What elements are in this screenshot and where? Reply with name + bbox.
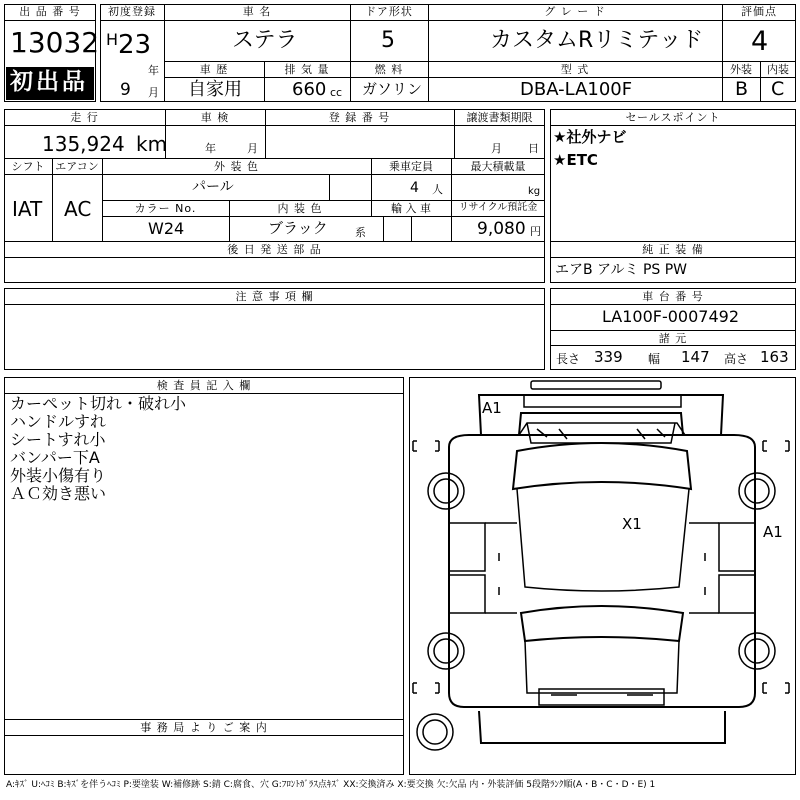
fuel-label: 燃 料 [374,63,404,76]
inspection-label: 車 検 [200,111,230,124]
car-diagram [409,377,796,775]
transfer-month-unit: 月 [491,142,502,155]
shift: IAT [12,197,43,221]
damage-mark-center: X1 [622,515,642,533]
width-label: 幅 [648,352,661,366]
lot-number-label: 出 品 番 号 [19,5,81,18]
reg-year: 23 [118,30,152,60]
ext-color: パール [192,179,234,195]
ac-label: エアコン [55,160,99,173]
lot-number: 13032 [10,26,100,59]
inspector-line-4: バンパー下A [10,448,100,467]
reg-number-label: 登 録 番 号 [328,111,391,124]
model-label: 型 式 [560,63,590,76]
interior-grade: C [771,78,785,100]
inspector-label: 検 査 員 記 入 欄 [156,379,252,392]
recycle-label: リサイクル預託金 [458,202,538,213]
inspector-line-6: ＡＣ効き悪い [10,484,107,503]
sales-point-2: ★ETC [553,151,598,169]
inspector-line-5: 外装小傷有り [10,466,107,485]
shift-label: シフト [11,160,45,173]
cc-unit: cc [330,86,343,99]
month-unit: 月 [148,86,159,99]
caution-label: 注 意 事 項 欄 [235,290,314,303]
displacement: 660 [292,79,327,100]
capacity-unit: 人 [432,183,443,196]
height-label: 高さ [724,352,749,366]
history: 自家用 [188,79,242,100]
color-no: W24 [148,219,185,238]
inspector-line-1: カーペット切れ・破れ小 [10,394,187,413]
int-color-unit: 系 [355,226,366,239]
color-no-label: カラー No. [134,202,197,215]
equipment-label: 純 正 装 備 [642,243,704,256]
sales-label: セールスポイント [625,111,721,124]
model: DBA-LA100F [520,79,633,100]
fuel: ガソリン [362,80,423,98]
displacement-label: 排 気 量 [284,63,330,76]
width: 147 [681,348,710,366]
chassis-label: 車 台 番 号 [642,290,704,303]
ext-color-label: 外 装 色 [214,160,259,173]
recycle-unit: 円 [530,225,541,238]
max-load-unit: kg [528,186,541,197]
ac: AC [64,197,92,221]
int-color-label: 内 装 色 [277,202,323,215]
km-unit: km [136,132,168,156]
doors: 5 [381,28,395,53]
first-reg-label: 初度登録 [108,5,156,18]
damage-mark-front: A1 [482,399,502,417]
length: 339 [594,348,623,366]
length-label: 長さ [556,352,581,366]
later-parts-label: 後 日 発 送 部 品 [227,243,322,256]
chassis-number: LA100F-0007492 [602,307,739,326]
damage-mark-right: A1 [763,523,783,541]
max-load-label: 最大積載量 [470,160,526,173]
capacity-label: 乗車定員 [389,160,433,173]
era: H [106,30,119,49]
score: 4 [751,26,769,57]
mileage: 135,924 [42,132,125,156]
inspector-line-2: ハンドルすれ [10,412,107,431]
reg-month: 9 [120,80,131,100]
year-unit: 年 [148,64,159,77]
door-label: ドア形状 [365,5,413,18]
inspector-line-3: シートすれ小 [10,430,106,449]
transfer-day-unit: 日 [528,142,539,155]
dims-label: 諸 元 [658,332,688,345]
sales-point-1: ★社外ナビ [553,128,627,146]
capacity: 4 [410,180,419,196]
equipment: エアB アルミ PS PW [555,262,688,278]
insp-year-unit: 年 [205,142,216,155]
grade: カスタムRリミテッド [490,28,704,53]
import-label: 輸 入 車 [391,202,431,215]
recycle: 9,080 [477,219,526,239]
exterior-label: 外装 [730,63,752,76]
first-listing-text: 初出品 [10,69,88,95]
mileage-label: 走 行 [70,111,99,124]
exterior-grade: B [735,78,749,100]
grade-label: グ レ ー ド [544,5,606,18]
insp-month-unit: 月 [247,142,258,155]
score-label: 評価点 [741,5,777,18]
legend: A:ｷｽﾞ U:ﾍｺﾐ B:ｷｽﾞを伴うﾍｺﾐ P:要塗装 W:補修跡 S:錆 C:腐食、穴 G:ﾌﾛﾝﾄｶﾞﾗｽ点ｷｽﾞ XX:交換済み X:要交換 欠:欠品 内・外装評価 5段階ﾗﾝｸ順(A・B・C・D・E) 1 [6,780,656,790]
interior-label: 内装 [767,63,789,76]
car-name: ステラ [232,28,298,53]
transfer-label: 譲渡書類期限 [466,111,533,124]
history-label: 車 歴 [199,63,229,76]
height: 163 [760,348,789,366]
office-label: 事 務 局 よ り ご 案 内 [140,721,268,734]
int-color: ブラック [268,219,328,237]
car-name-label: 車 名 [242,5,272,18]
